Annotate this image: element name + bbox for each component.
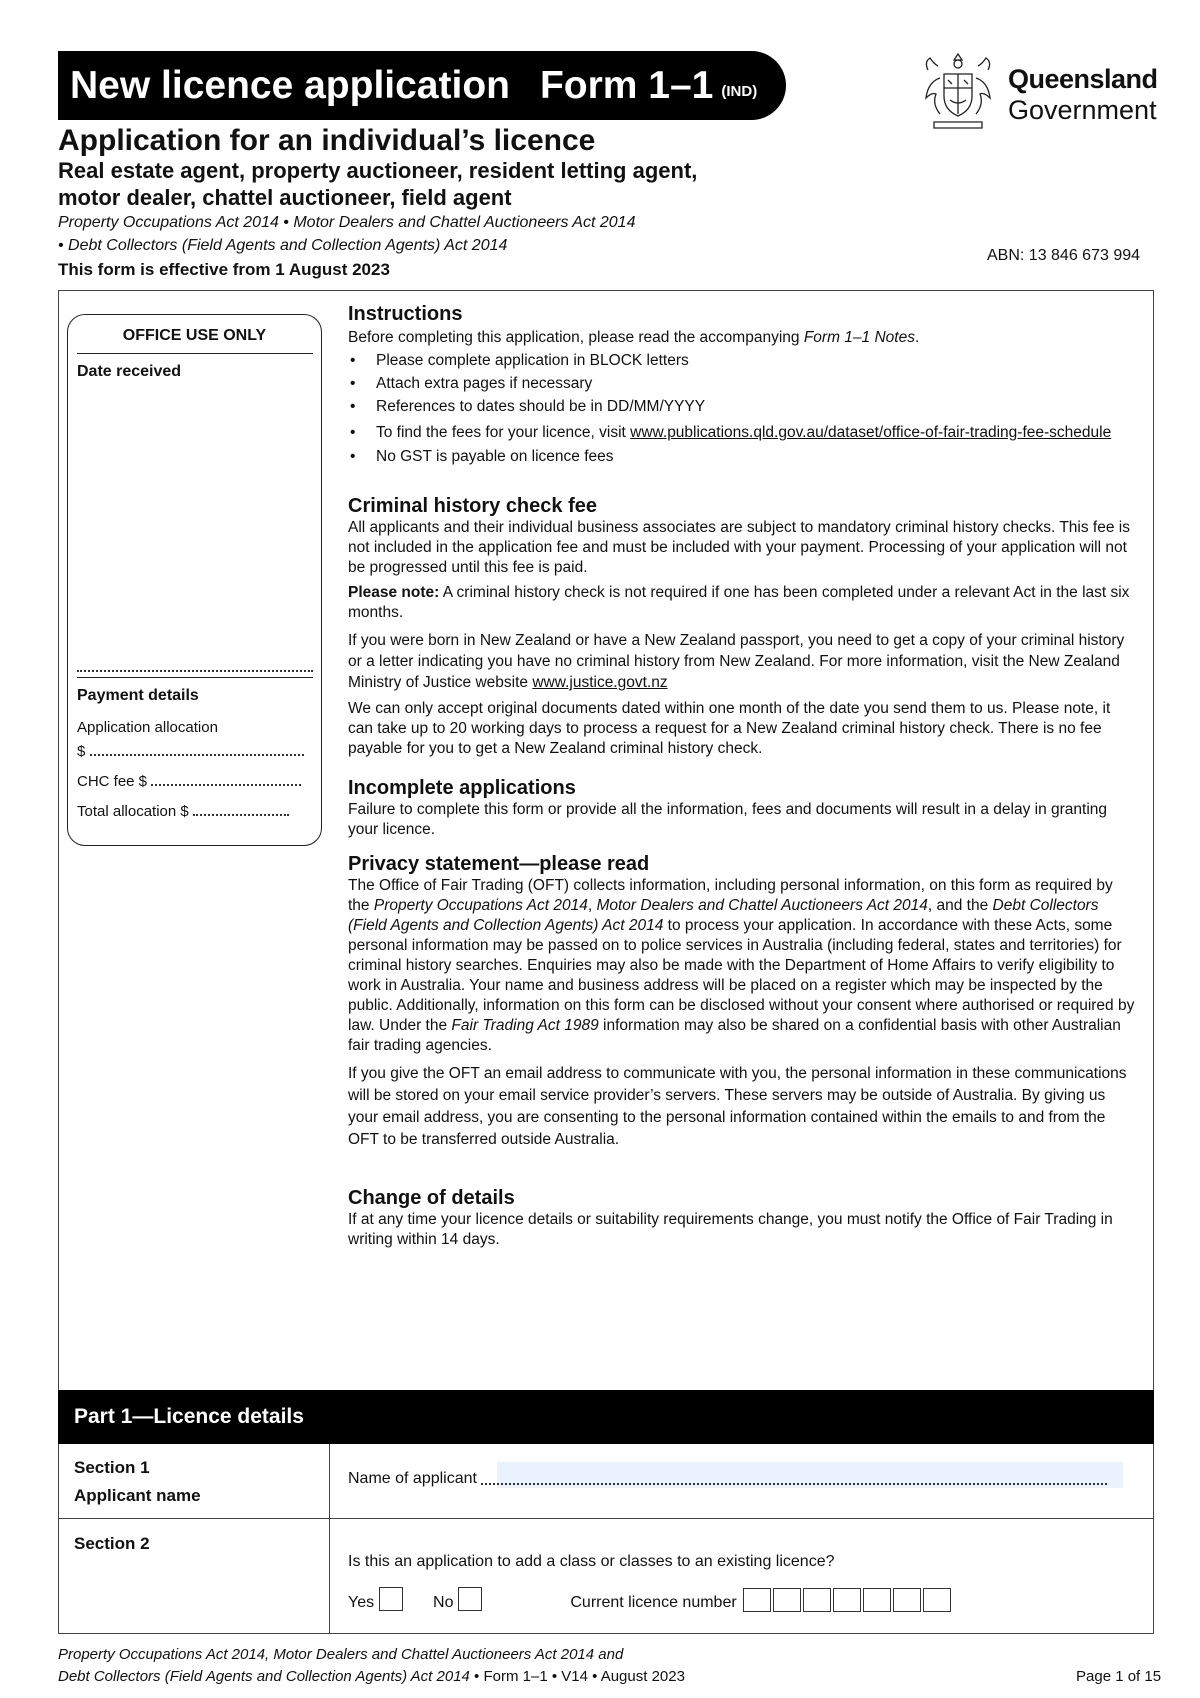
effective-date: This form is effective from 1 August 2023 [58, 260, 390, 279]
divider [77, 353, 313, 354]
yes-label: Yes [348, 1594, 375, 1611]
acts-line-1: Property Occupations Act 2014 • Motor Dealers and Chattel Auctioneers Act 2014 [58, 214, 636, 231]
date-received-label: Date received [77, 363, 182, 380]
incomplete-applications-section [348, 776, 1138, 840]
justice-website-link[interactable]: www.justice.govt.nz [532, 674, 668, 691]
logo-text-government: Government [1008, 95, 1157, 125]
name-of-applicant-label: Name of applicant [348, 1470, 477, 1487]
payment-details-label: Payment details [77, 687, 199, 704]
form-suffix: (IND) [721, 83, 758, 100]
row-divider [58, 1518, 1154, 1519]
instructions-intro: Before completing this application, please read the accompanying Form 1–1 Notes. [348, 329, 920, 346]
application-allocation-label: Application allocation [77, 719, 218, 736]
yes-checkbox[interactable] [379, 1587, 403, 1611]
list-item: • References to dates should be in DD/MM/YYYY [348, 397, 1138, 417]
column-divider [329, 1444, 330, 1634]
instructions-list [348, 351, 1138, 467]
divider [77, 677, 313, 678]
application-allocation-field[interactable] [77, 743, 313, 760]
add-class-question: Is this an application to add a class or classes to an existing licence? [348, 1553, 835, 1570]
queensland-government-logo [918, 48, 1158, 132]
logo-text-queensland: Queensland [1008, 64, 1158, 94]
criminal-history-section [348, 494, 1138, 759]
licence-options-row [348, 1587, 951, 1612]
footer-acts-line-1: Property Occupations Act 2014, Motor Dealers and Chattel Auctioneers Act 2014 and [58, 1646, 624, 1663]
footer-acts-line-2: Debt Collectors (Field Agents and Collection Agents) Act 2014 • Form 1–1 • V14 • August 2023 [58, 1668, 685, 1685]
date-received-field[interactable] [77, 659, 313, 677]
email-privacy-text: If you give the OFT an email address to communicate with you, the personal information in these communications will be stored on your email service provider’s servers. These servers may be outside of Australia. By giving us your email address, you are consenting to the personal information contained within the emails to and from the OFT to be transferred outside Australia. [348, 1065, 1127, 1148]
change-of-details-heading: Change of details [348, 1187, 515, 1209]
form-title-banner [58, 51, 786, 120]
office-use-title: OFFICE USE ONLY [122, 327, 267, 344]
new-zealand-text: If you were born in New Zealand or have a New Zealand passport, you need to get a copy of your criminal history or a letter indicating you have no criminal history from New Zealand. For more information, visit the New Zealand Ministry of Justice website www.justice.govt.nz [348, 632, 1125, 691]
incomplete-applications-text: Failure to complete this form or provide all the information, fees and documents will result in a delay in granting your licence. [348, 801, 1108, 838]
no-checkbox[interactable] [458, 1587, 482, 1611]
section-1-label: Section 1 Applicant name [74, 1458, 201, 1505]
privacy-section [348, 852, 1138, 1151]
incomplete-applications-heading: Incomplete applications [348, 777, 576, 799]
page-number: Page 1 of 15 [1076, 1668, 1162, 1685]
acts-line-2: • Debt Collectors (Field Agents and Collection Agents) Act 2014 [58, 237, 508, 254]
chc-fee-field[interactable] [77, 773, 313, 790]
list-item: • Please complete application in BLOCK letters [348, 351, 1138, 371]
no-label: No [433, 1594, 454, 1611]
total-allocation-label: Total allocation $ [77, 803, 189, 820]
section-2-label: Section 2 [74, 1534, 150, 1553]
licence-types-line-2: motor dealer, chattel auctioneer, field agent [58, 185, 512, 210]
part-1-heading: Part 1—Licence details [58, 1390, 1154, 1444]
criminal-history-text: All applicants and their individual business associates are subject to mandatory criminal history checks. This fee is not included in the application fee and must be included with your payment. Processing of your application will not be progressed until this fee is paid. [348, 519, 1130, 576]
dollar-sign: $ [77, 743, 86, 760]
form-notes-title: Form 1–1 Notes [803, 329, 915, 346]
abn-number: ABN: 13 846 673 994 [987, 247, 1141, 264]
application-title: Application for an individual’s licence [58, 124, 596, 157]
current-licence-label: Current licence number [570, 1594, 737, 1611]
chc-fee-label: CHC fee $ [77, 773, 148, 790]
office-use-box [67, 314, 322, 846]
applicant-name-row [348, 1470, 1107, 1488]
coat-of-arms-icon [918, 48, 998, 132]
criminal-history-heading: Criminal history check fee [348, 495, 597, 517]
form-number: Form 1–1 [539, 63, 714, 107]
change-of-details-section [348, 1186, 1138, 1250]
change-of-details-text: If at any time your licence details or suitability requirements change, you must notify the Office of Fair Trading in writing within 14 days. [348, 1211, 1113, 1248]
list-item: • Attach extra pages if necessary [348, 374, 1138, 394]
instructions-heading: Instructions [348, 303, 463, 325]
instructions-section [348, 302, 1138, 467]
privacy-heading: Privacy statement—please read [348, 853, 650, 875]
total-allocation-field[interactable] [77, 803, 313, 820]
licence-types-line-1: Real estate agent, property auctioneer, resident letting agent, [58, 158, 698, 183]
please-note-text: Please note: A criminal history check is not required if one has been completed under a relevant Act in the last six months. [348, 584, 1130, 621]
list-item: • To find the fees for your licence, visit www.publications.qld.gov.au/dataset/office-of-fair-trading-fee-schedule [348, 422, 1138, 444]
list-item: • No GST is payable on licence fees [348, 447, 1138, 467]
fee-schedule-link[interactable]: www.publications.qld.gov.au/dataset/office-of-fair-trading-fee-schedule [630, 424, 1112, 441]
privacy-text: The Office of Fair Trading (OFT) collects information, including personal information, on this form as required by the Property Occupations Act 2014, Motor Dealers and Chattel Auctioneers Act 2014, and the Debt Collectors (Field Agents and Collection Agents) Act 2014 to process your application. In accordance with these Acts, some personal information may be passed on to police services in Australia (including federal, states and territories) for criminal history searches. Enquiries may also be made with the Department of Home Affairs to verify eligibility to work in Australia. Your name and business address will be placed on a register which may be inspected by the public. Additionally, information on this form can be disclosed without your consent where authorised or required by law. Under the Fair Trading Act 1989 information may also be shared on a confidential basis with other Australian fair trading agencies. [348, 877, 1135, 1054]
form-title: New licence application [70, 63, 510, 107]
current-licence-number-input[interactable] [741, 1594, 951, 1611]
original-documents-text: We can only accept original documents dated within one month of the date you send them to us. Please note, it can take up to 20 working days to process a request for a New Zealand criminal history check. There is no fee payable for you to get a New Zealand criminal history check. [348, 700, 1111, 757]
